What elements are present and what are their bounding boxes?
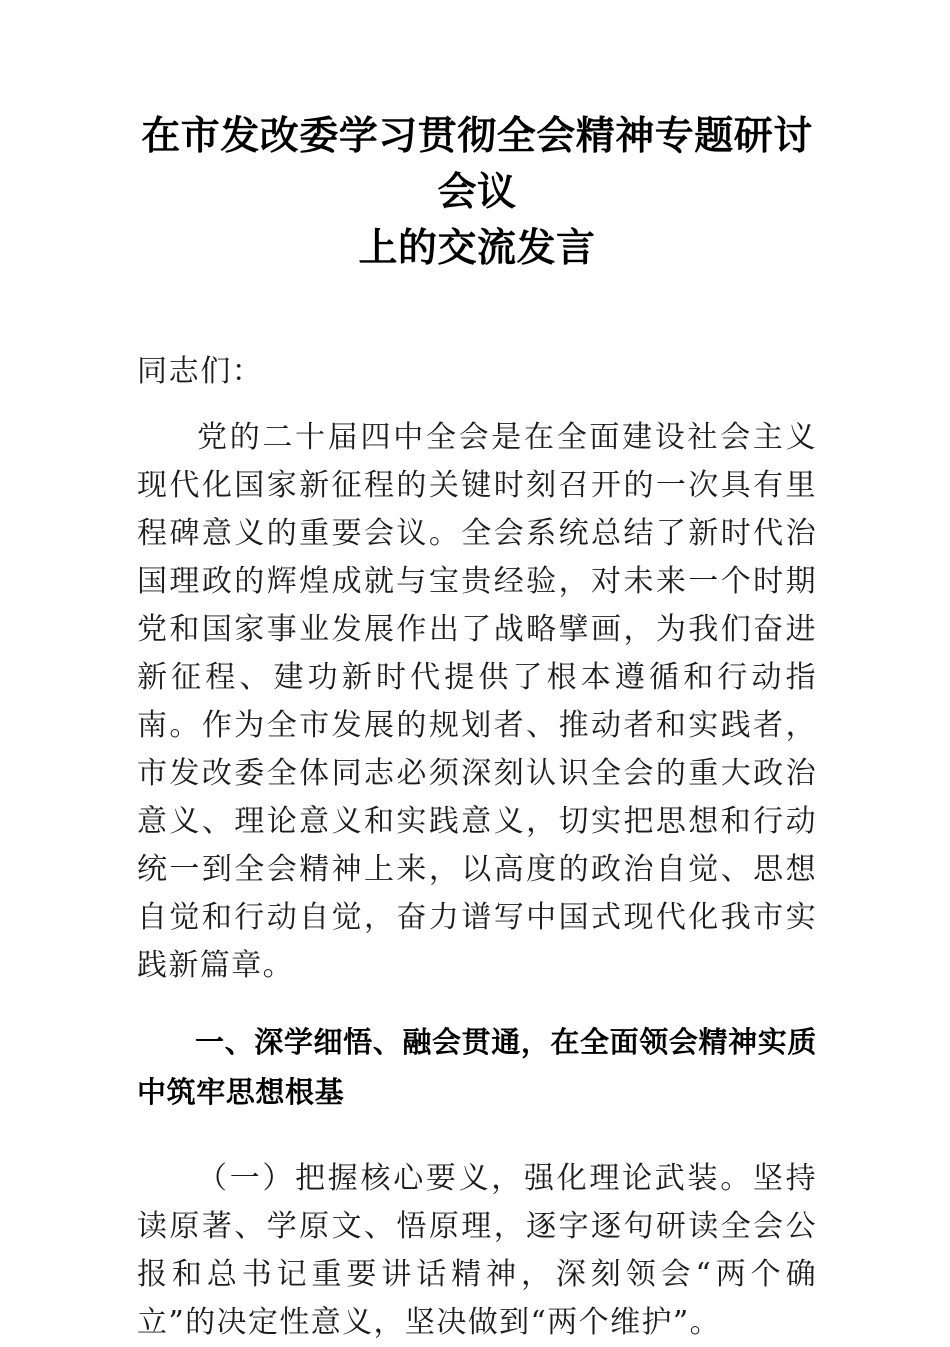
document-text-column — [137, 0, 817, 1347]
paragraph-section-1-1: （一）把握核心要义，强化理论武装。坚持读原著、学原文、悟原理，逐字逐句研读全会公报和总书记重要讲话精神，深刻领会“两个确立”的决定性意义，坚决做到“两个维护”。 — [137, 1161, 817, 1340]
paragraph-intro: 党的二十届四中全会是在全面建设社会主义现代化国家新征程的关键时刻召开的一次具有里程碑意义的重要会议。全会系统总结了新时代治国理政的辉煌成就与宝贵经验，对未来一个时期党和国家事业发展作出了战略擘画，为我们奋进新征程、建功新时代提供了根本遵循和行动指南。作为全市发展的规划者、推动者和实践者，市发改委全体同志必须深刻认识全会的重大政治意义、理论意义和实践意义，切实把思想和行动统一到全会精神上来，以高度的政治自觉、思想自觉和行动自觉，奋力谱写中国式现代化我市实践新篇章。 — [137, 420, 817, 983]
page-title-line-2: 上的交流发言 — [358, 225, 596, 271]
heading-spacer — [137, 1117, 817, 1137]
page-title-line-1: 在市发改委学习贯彻全会精神专题研讨会议 — [141, 113, 813, 215]
section-heading-1: 一、深学细悟、融会贯通，在全面领会精神实质中筑牢思想根基 — [137, 1025, 817, 1109]
salutation: 同志们： — [137, 354, 264, 389]
page-title — [137, 0, 817, 276]
